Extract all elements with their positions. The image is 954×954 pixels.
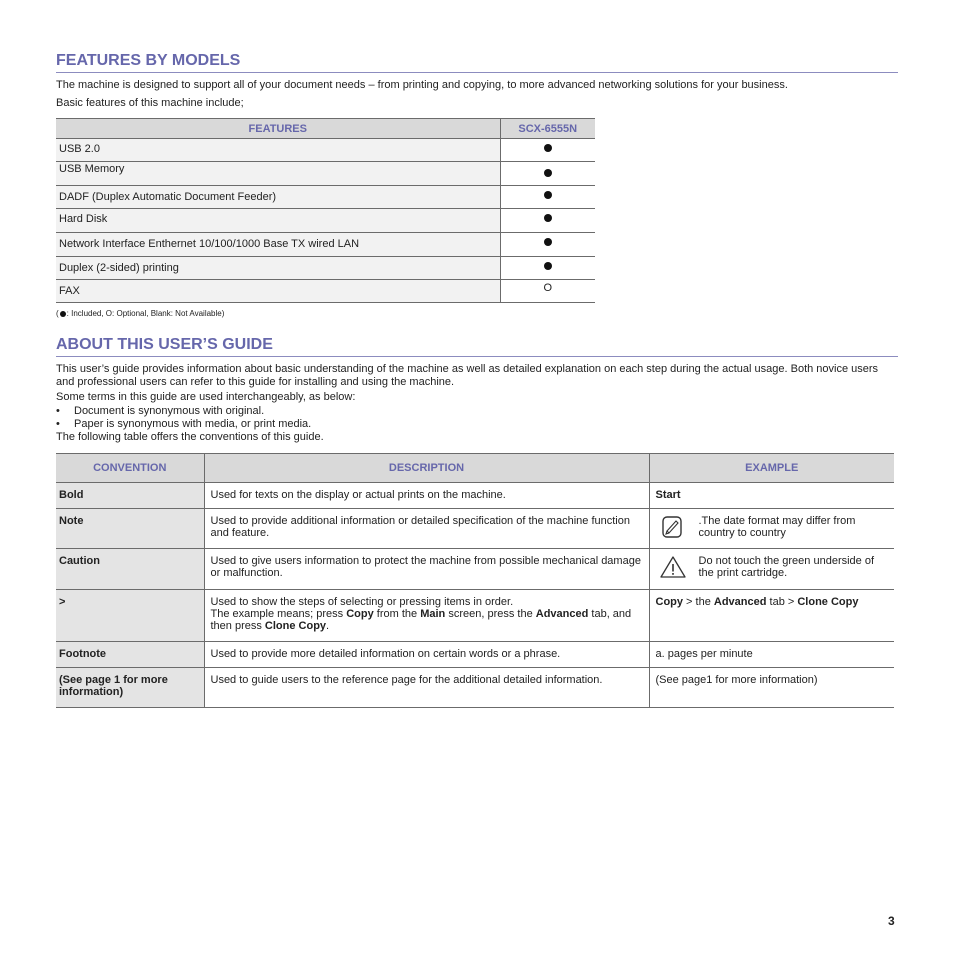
- table-row: [56, 139, 595, 162]
- feature-name: USB Memory: [56, 162, 500, 186]
- feature-value: [500, 209, 595, 233]
- guide-intro-1: This user’s guide provides information about basic understanding of the machine as well as detailed explanation on each step during the actual usage. Both novice users and professional users can refer to this guide for installing and using the machine.: [56, 363, 879, 388]
- included-dot-icon: [544, 144, 552, 152]
- example-bold-text: Start: [655, 489, 681, 501]
- table-row: [56, 509, 894, 549]
- description-cell: [204, 590, 649, 642]
- header-example: EXAMPLE: [649, 454, 894, 483]
- features-table-header: [56, 119, 595, 139]
- caution-icon: [659, 555, 687, 579]
- example-cell: [649, 483, 894, 509]
- page-number: 3: [888, 914, 895, 928]
- table-row: [56, 483, 894, 509]
- included-dot-icon: [544, 214, 552, 222]
- features-legend: [56, 309, 224, 319]
- table-row: [56, 590, 894, 642]
- included-dot-icon: [544, 191, 552, 199]
- example-cell: [649, 549, 894, 590]
- example-text: Do not touch the green underside of the print cartridge.: [698, 555, 875, 579]
- convention-cell: Caution: [56, 549, 204, 590]
- description-cell: Used to guide users to the reference page for the additional detailed information.: [204, 668, 649, 708]
- description-cell: Used for texts on the display or actual prints on the machine.: [204, 483, 649, 509]
- note-icon: [659, 515, 687, 539]
- header-convention: CONVENTION: [56, 454, 204, 483]
- included-dot-icon: [544, 238, 552, 246]
- convention-cell: (See page 1 for more information): [56, 668, 204, 708]
- feature-value: [500, 162, 595, 186]
- bullet-icon: •: [56, 405, 60, 417]
- example-cell: (See page1 for more information): [649, 668, 894, 708]
- convention-cell: Footnote: [56, 642, 204, 668]
- guide-section-title: ABOUT THIS USER’S GUIDE: [56, 336, 898, 357]
- example-cell: Copy > the Advanced tab > Clone Copy: [649, 590, 894, 642]
- features-intro-2: Basic features of this machine include;: [56, 97, 244, 109]
- table-row: [56, 233, 595, 257]
- header-features: FEATURES: [56, 119, 500, 139]
- description-line-2: The example means; press Copy from the Main screen, press the Advanced tab, and then press Clone Copy.: [210, 608, 632, 632]
- included-dot-icon: [544, 169, 552, 177]
- example-cell: a. pages per minute: [649, 642, 894, 668]
- feature-value: [500, 186, 595, 209]
- legend-text: : Included, O: Optional, Blank: Not Available): [66, 309, 225, 318]
- table-row: [56, 209, 595, 233]
- feature-value: [500, 257, 595, 280]
- bullet-text: Document is synonymous with original.: [74, 405, 265, 417]
- feature-name: USB 2.0: [56, 139, 500, 162]
- guide-intro-3: The following table offers the conventions of this guide.: [56, 431, 324, 443]
- table-row: [56, 549, 894, 590]
- description-cell: Used to provide more detailed information on certain words or a phrase.: [204, 642, 649, 668]
- list-item: [56, 418, 311, 431]
- feature-value: [500, 233, 595, 257]
- features-table: [56, 118, 595, 303]
- table-row: [56, 186, 595, 209]
- guide-intro-2: Some terms in this guide are used interchangeably, as below:: [56, 391, 356, 403]
- legend-dot-icon: [60, 311, 66, 317]
- example-text: .The date format may differ from country to country: [698, 515, 856, 539]
- table-row: [56, 257, 595, 280]
- conventions-table-header: [56, 454, 894, 483]
- description-cell: Used to provide additional information or detailed specification of the machine function and feature.: [204, 509, 649, 549]
- bullet-text: Paper is synonymous with media, or print media.: [74, 418, 312, 430]
- table-row: [56, 162, 595, 186]
- convention-cell: >: [56, 590, 204, 642]
- example-cell: [649, 509, 894, 549]
- feature-name: FAX: [56, 280, 500, 303]
- table-row: [56, 642, 894, 668]
- header-description: DESCRIPTION: [204, 454, 649, 483]
- bullet-icon: •: [56, 418, 60, 430]
- table-row: [56, 280, 595, 303]
- description-cell: Used to give users information to protect the machine from possible mechanical damage or malfunction.: [204, 549, 649, 590]
- conventions-table: [56, 453, 894, 708]
- feature-value: [500, 139, 595, 162]
- features-intro-1: The machine is designed to support all of your document needs – from printing and copying, to more advanced networking solutions for your business.: [56, 79, 788, 91]
- legend-open: (: [56, 309, 59, 318]
- convention-cell: Bold: [56, 483, 204, 509]
- feature-name: Network Interface Enthernet 10/100/1000 Base TX wired LAN: [56, 233, 500, 257]
- description-line-1: Used to show the steps of selecting or pressing items in order.: [210, 596, 514, 608]
- included-dot-icon: [544, 262, 552, 270]
- header-model: SCX-6555N: [500, 119, 595, 139]
- feature-name: DADF (Duplex Automatic Document Feeder): [56, 186, 500, 209]
- table-row: [56, 668, 894, 708]
- features-section-title: FEATURES BY MODELS: [56, 52, 898, 73]
- convention-cell: Note: [56, 509, 204, 549]
- feature-name: Hard Disk: [56, 209, 500, 233]
- feature-value: O: [500, 280, 595, 303]
- list-item: [56, 405, 264, 418]
- feature-name: Duplex (2-sided) printing: [56, 257, 500, 280]
